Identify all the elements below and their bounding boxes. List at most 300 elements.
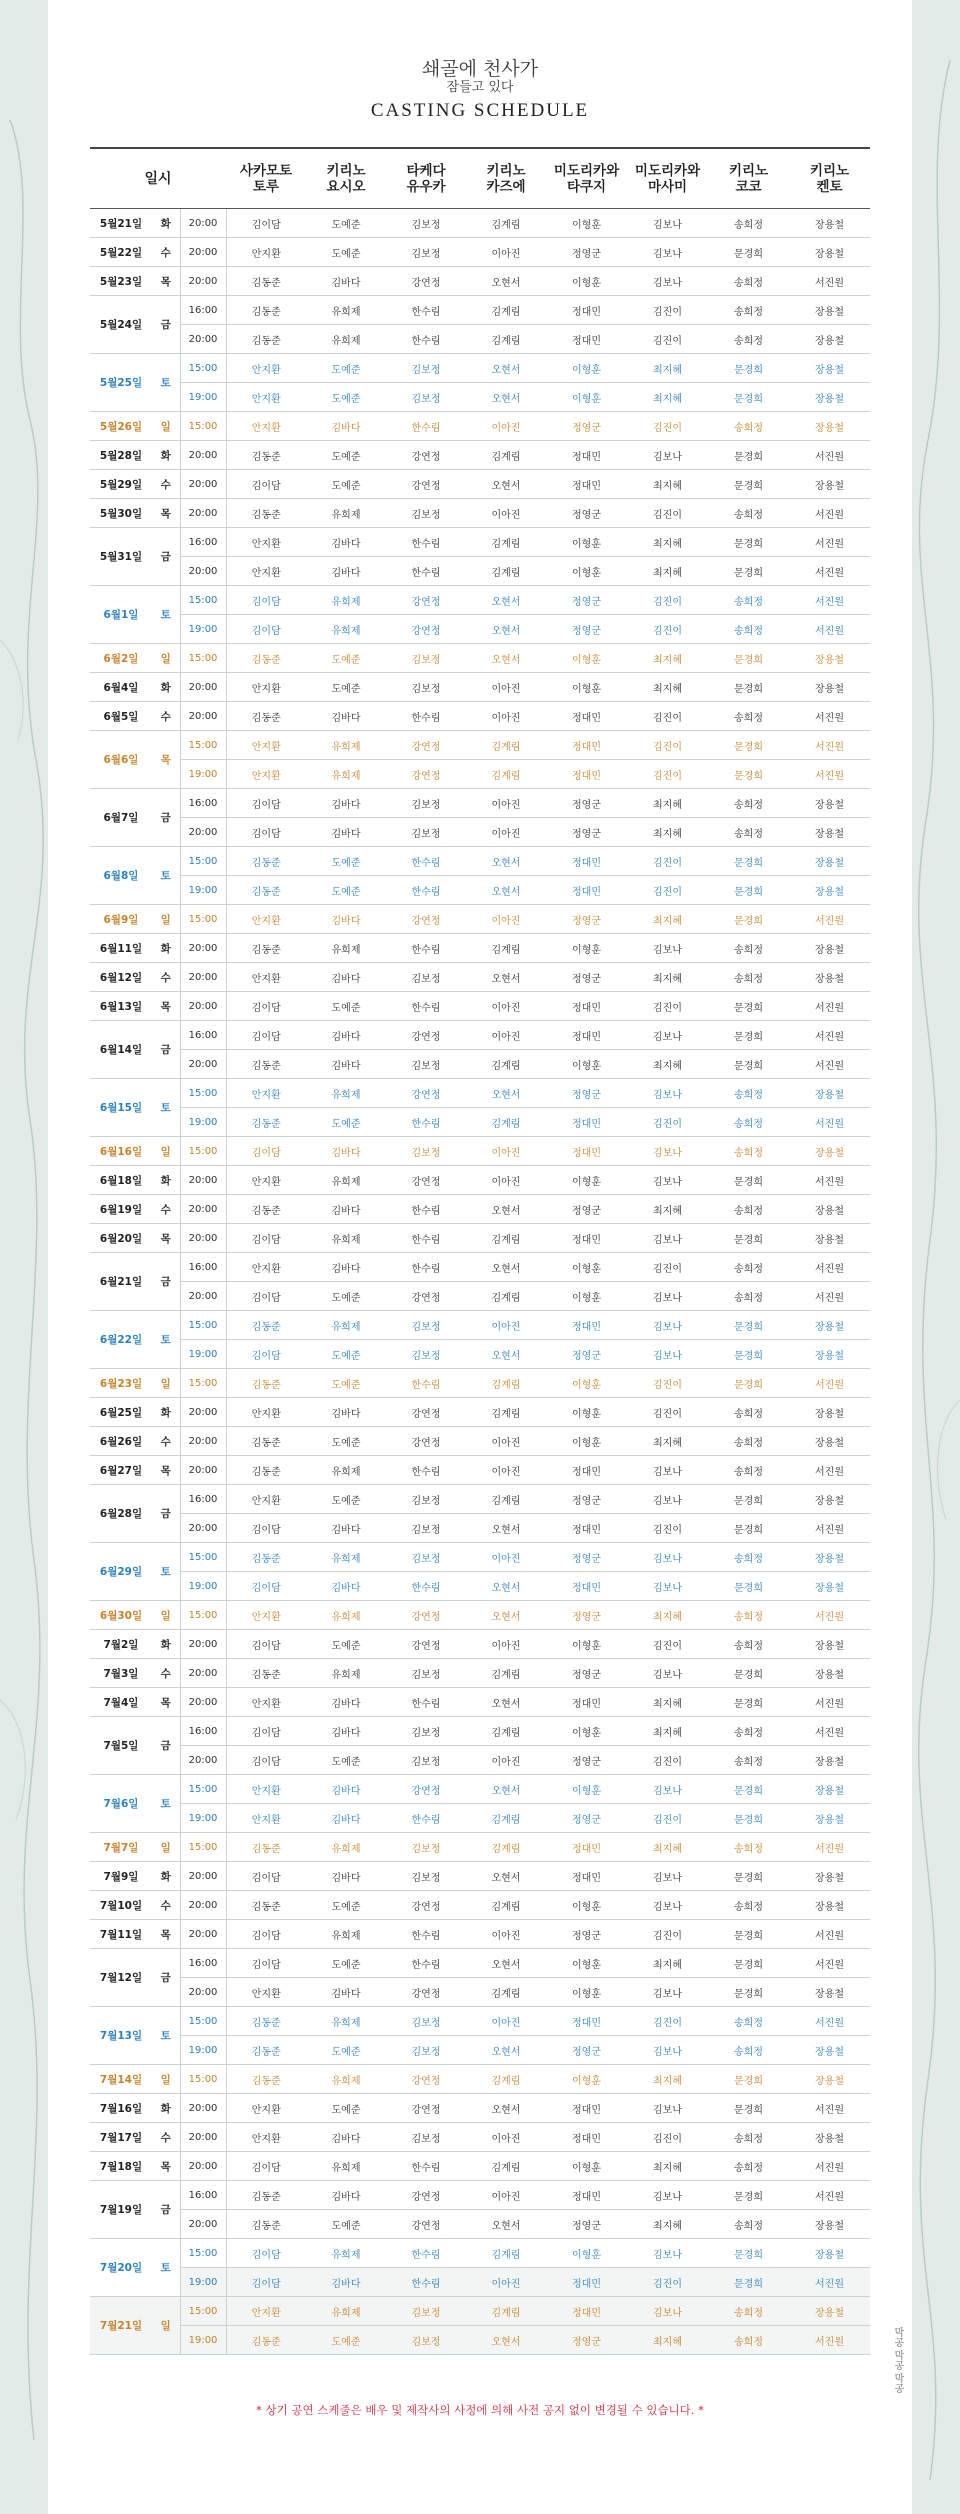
cast-actor: 유희제 (306, 296, 386, 325)
schedule-row (90, 1137, 870, 1166)
cast-actor: 이아진 (466, 1311, 546, 1340)
cast-actor: 장용철 (789, 1891, 870, 1920)
cast-actor: 한수림 (386, 992, 466, 1021)
cast-actor: 서진원 (789, 615, 870, 644)
cast-actor: 최지혜 (627, 470, 708, 499)
performance-date: 5월26일 (90, 412, 152, 441)
cast-actor: 송희정 (708, 2123, 789, 2152)
cast-actor: 최지혜 (627, 1427, 708, 1456)
cast-actor: 이아진 (466, 1920, 546, 1949)
cast-actor: 김보나 (627, 2036, 708, 2065)
show-time: 15:00 (180, 1601, 226, 1630)
cast-actor: 문경희 (708, 1021, 789, 1050)
casting-schedule-table (90, 147, 870, 2355)
show-time: 19:00 (180, 1108, 226, 1137)
schedule-row (90, 1775, 870, 1804)
show-time: 20:00 (180, 1862, 226, 1891)
schedule-row (90, 2239, 870, 2268)
cast-actor: 장용철 (789, 209, 870, 238)
performance-date: 6월28일 (90, 1485, 152, 1543)
performance-date: 6월7일 (90, 789, 152, 847)
show-time: 16:00 (180, 296, 226, 325)
cast-actor: 김이담 (226, 2152, 306, 2181)
cast-actor: 김보정 (386, 1543, 466, 1572)
cast-actor: 김보정 (386, 238, 466, 267)
cast-actor: 김이담 (226, 615, 306, 644)
cast-actor: 안지환 (226, 238, 306, 267)
cast-actor: 이아진 (466, 238, 546, 267)
day-of-week: 토 (152, 2007, 180, 2065)
cast-actor: 김진이 (627, 1920, 708, 1949)
day-of-week: 금 (152, 296, 180, 354)
cast-actor: 오현서 (466, 1079, 546, 1108)
cast-actor: 문경희 (708, 644, 789, 673)
cast-actor: 정영군 (546, 238, 627, 267)
performance-date: 6월15일 (90, 1079, 152, 1137)
show-time: 20:00 (180, 1195, 226, 1224)
cast-actor: 송희정 (708, 1717, 789, 1746)
cast-actor: 김바다 (306, 1572, 386, 1601)
cast-actor: 장용철 (789, 1543, 870, 1572)
cast-actor: 이아진 (466, 992, 546, 1021)
cast-actor: 정영군 (546, 818, 627, 847)
performance-date: 7월11일 (90, 1920, 152, 1949)
cast-actor: 김보정 (386, 1485, 466, 1514)
cast-actor: 한수림 (386, 847, 466, 876)
decorative-leaf-border-left (0, 0, 48, 2514)
performance-date: 6월27일 (90, 1456, 152, 1485)
show-time: 15:00 (180, 905, 226, 934)
cast-actor: 서진원 (789, 1050, 870, 1079)
cast-actor: 도예준 (306, 876, 386, 905)
schedule-row (90, 1659, 870, 1688)
cast-actor: 송희정 (708, 963, 789, 992)
cast-actor: 이아진 (466, 2181, 546, 2210)
show-time: 16:00 (180, 528, 226, 557)
cast-actor: 유희제 (306, 2007, 386, 2036)
cast-actor: 안지환 (226, 673, 306, 702)
schedule-row (90, 325, 870, 354)
cast-actor: 송희정 (708, 296, 789, 325)
day-of-week: 금 (152, 1485, 180, 1543)
cast-actor: 오현서 (466, 644, 546, 673)
cast-actor: 유희제 (306, 615, 386, 644)
show-time: 19:00 (180, 1340, 226, 1369)
show-time: 16:00 (180, 789, 226, 818)
show-time: 15:00 (180, 2239, 226, 2268)
day-of-week: 금 (152, 1717, 180, 1775)
schedule-row (90, 760, 870, 789)
cast-actor: 서진원 (789, 2181, 870, 2210)
cast-actor: 정대민 (546, 1456, 627, 1485)
day-of-week: 일 (152, 1601, 180, 1630)
cast-actor: 김계림 (466, 296, 546, 325)
cast-actor: 강연정 (386, 2181, 466, 2210)
cast-actor: 송희정 (708, 1108, 789, 1137)
performance-date: 6월6일 (90, 731, 152, 789)
cast-actor: 정영군 (546, 1195, 627, 1224)
cast-actor: 강연정 (386, 1282, 466, 1311)
cast-actor: 문경희 (708, 1224, 789, 1253)
cast-actor: 문경희 (708, 1572, 789, 1601)
cast-actor: 유희제 (306, 1833, 386, 1862)
cast-actor: 김동준 (226, 2065, 306, 2094)
cast-actor: 이형훈 (546, 1978, 627, 2007)
cast-actor: 김보정 (386, 499, 466, 528)
cast-actor: 오현서 (466, 354, 546, 383)
cast-actor: 김보나 (627, 1456, 708, 1485)
performance-date: 7월2일 (90, 1630, 152, 1659)
cast-actor: 정대민 (546, 2007, 627, 2036)
cast-actor: 유희제 (306, 1659, 386, 1688)
show-time: 16:00 (180, 2181, 226, 2210)
day-of-week: 토 (152, 586, 180, 644)
cast-actor: 한수림 (386, 1456, 466, 1485)
performance-date: 6월19일 (90, 1195, 152, 1224)
cast-actor: 도예준 (306, 847, 386, 876)
cast-actor: 도예준 (306, 209, 386, 238)
casting-schedule-heading: CASTING SCHEDULE (370, 100, 590, 121)
role-name-line: 토루 (252, 178, 280, 195)
cast-actor: 이형훈 (546, 267, 627, 296)
cast-actor: 김보정 (386, 1514, 466, 1543)
cast-actor: 정영군 (546, 1746, 627, 1775)
day-of-week: 일 (152, 1137, 180, 1166)
cast-actor: 송희정 (708, 1282, 789, 1311)
cast-actor: 오현서 (466, 267, 546, 296)
cast-actor: 서진원 (789, 760, 870, 789)
cast-actor: 최지혜 (627, 383, 708, 412)
show-time: 20:00 (180, 1456, 226, 1485)
role-name-line: 미도리카와 (634, 162, 701, 179)
day-of-week: 수 (152, 1427, 180, 1456)
cast-actor: 한수림 (386, 2239, 466, 2268)
cast-actor: 정대민 (546, 470, 627, 499)
cast-actor: 오현서 (466, 1340, 546, 1369)
schedule-row (90, 586, 870, 615)
cast-actor: 유희제 (306, 1079, 386, 1108)
cast-actor: 김이담 (226, 1630, 306, 1659)
cast-actor: 문경희 (708, 383, 789, 412)
cast-actor: 김보정 (386, 1746, 466, 1775)
role-name-line: 켄토 (816, 178, 843, 195)
cast-actor: 김보정 (386, 1311, 466, 1340)
cast-actor: 김진이 (627, 2268, 708, 2297)
cast-actor: 강연정 (386, 760, 466, 789)
cast-actor: 김동준 (226, 702, 306, 731)
schedule-sheet (48, 0, 912, 2514)
role-name-line: 코코 (735, 178, 762, 195)
show-time: 15:00 (180, 1543, 226, 1572)
cast-actor: 이형훈 (546, 557, 627, 586)
cast-actor: 도예준 (306, 441, 386, 470)
role-name-line: 키리노 (486, 162, 526, 179)
cast-actor: 이형훈 (546, 2065, 627, 2094)
performance-date: 5월24일 (90, 296, 152, 354)
cast-actor: 김동준 (226, 296, 306, 325)
cast-actor: 김보나 (627, 267, 708, 296)
cast-actor: 장용철 (789, 1427, 870, 1456)
schedule-row (90, 2065, 870, 2094)
schedule-row (90, 354, 870, 383)
cast-actor: 김이담 (226, 1717, 306, 1746)
cast-actor: 강연정 (386, 1427, 466, 1456)
show-time: 20:00 (180, 1920, 226, 1949)
cast-actor: 문경희 (708, 1688, 789, 1717)
cast-actor: 김이담 (226, 1862, 306, 1891)
cast-actor: 김계림 (466, 1369, 546, 1398)
cast-actor: 강연정 (386, 267, 466, 296)
cast-actor: 정대민 (546, 731, 627, 760)
cast-actor: 안지환 (226, 963, 306, 992)
role-name-line: 키리노 (728, 162, 769, 179)
cast-actor: 김진이 (627, 1398, 708, 1427)
performance-date: 6월9일 (90, 905, 152, 934)
cast-actor: 강연정 (386, 586, 466, 615)
cast-actor: 김진이 (627, 731, 708, 760)
cast-actor: 유희제 (306, 2152, 386, 2181)
role-name-line: 타쿠지 (566, 178, 607, 195)
cast-actor: 오현서 (466, 383, 546, 412)
schedule-row (90, 1427, 870, 1456)
cast-actor: 정대민 (546, 847, 627, 876)
schedule-row (90, 499, 870, 528)
cast-actor: 김바다 (306, 789, 386, 818)
day-of-week: 목 (152, 1920, 180, 1949)
cast-actor: 문경희 (708, 1804, 789, 1833)
cast-actor: 김보나 (627, 2297, 708, 2326)
show-time: 20:00 (180, 1630, 226, 1659)
performance-date: 6월29일 (90, 1543, 152, 1601)
day-of-week: 화 (152, 441, 180, 470)
cast-actor: 김보정 (386, 2123, 466, 2152)
cast-actor: 정대민 (546, 441, 627, 470)
schedule-row (90, 1166, 870, 1195)
show-time: 15:00 (180, 1311, 226, 1340)
day-of-week: 일 (152, 1833, 180, 1862)
schedule-row (90, 296, 870, 325)
cast-actor: 오현서 (466, 1862, 546, 1891)
cast-actor: 도예준 (306, 470, 386, 499)
cast-actor: 도예준 (306, 1427, 386, 1456)
cast-actor: 김진이 (627, 2123, 708, 2152)
cast-actor: 송희정 (708, 586, 789, 615)
cast-actor: 송희정 (708, 2210, 789, 2239)
show-time: 20:00 (180, 325, 226, 354)
cast-actor: 이형훈 (546, 2152, 627, 2181)
performance-date: 6월23일 (90, 1369, 152, 1398)
cast-actor: 김계림 (466, 557, 546, 586)
cast-actor: 김바다 (306, 1050, 386, 1079)
cast-actor: 한수림 (386, 1253, 466, 1282)
cast-actor: 김바다 (306, 1804, 386, 1833)
cast-actor: 장용철 (789, 1079, 870, 1108)
cast-actor: 김계림 (466, 934, 546, 963)
cast-actor: 정영군 (546, 499, 627, 528)
cast-actor: 이형훈 (546, 1949, 627, 1978)
cast-actor: 김동준 (226, 1543, 306, 1572)
cast-actor: 유희제 (306, 1456, 386, 1485)
cast-actor: 오현서 (466, 2210, 546, 2239)
cast-actor: 김진이 (627, 760, 708, 789)
show-time: 20:00 (180, 441, 226, 470)
show-time: 16:00 (180, 1021, 226, 1050)
cast-actor: 김동준 (226, 876, 306, 905)
day-of-week: 목 (152, 267, 180, 296)
cast-actor: 김진이 (627, 2007, 708, 2036)
cast-actor: 서진원 (789, 2326, 870, 2355)
cast-actor: 정영군 (546, 615, 627, 644)
cast-actor: 김동준 (226, 2181, 306, 2210)
cast-actor: 김이담 (226, 1340, 306, 1369)
show-time: 19:00 (180, 2268, 226, 2297)
cast-actor: 문경희 (708, 1949, 789, 1978)
cast-actor: 도예준 (306, 1949, 386, 1978)
day-of-week: 금 (152, 1949, 180, 2007)
cast-actor: 정영군 (546, 2326, 627, 2355)
cast-actor: 김계림 (466, 1050, 546, 1079)
cast-actor: 유희제 (306, 2065, 386, 2094)
show-time: 20:00 (180, 1398, 226, 1427)
cast-actor: 김진이 (627, 992, 708, 1021)
cast-actor: 이아진 (466, 1456, 546, 1485)
cast-actor: 김계림 (466, 2239, 546, 2268)
show-time: 16:00 (180, 1253, 226, 1282)
schedule-row (90, 1717, 870, 1746)
cast-actor: 문경희 (708, 1775, 789, 1804)
cast-actor: 서진원 (789, 2268, 870, 2297)
schedule-row (90, 1572, 870, 1601)
cast-actor: 송희정 (708, 2326, 789, 2355)
schedule-row (90, 702, 870, 731)
cast-actor: 도예준 (306, 1746, 386, 1775)
cast-actor: 안지환 (226, 1775, 306, 1804)
performance-date: 5월21일 (90, 209, 152, 238)
show-time: 20:00 (180, 1688, 226, 1717)
cast-actor: 김동준 (226, 1833, 306, 1862)
cast-actor: 김진이 (627, 412, 708, 441)
cast-actor: 정대민 (546, 1021, 627, 1050)
schedule-row (90, 615, 870, 644)
schedule-row (90, 1456, 870, 1485)
cast-actor: 정영군 (546, 2210, 627, 2239)
show-time: 15:00 (180, 1833, 226, 1862)
show-time: 20:00 (180, 992, 226, 1021)
schedule-row (90, 267, 870, 296)
cast-actor: 장용철 (789, 1398, 870, 1427)
cast-actor: 정영군 (546, 963, 627, 992)
cast-actor: 도예준 (306, 992, 386, 1021)
performance-date: 7월9일 (90, 1862, 152, 1891)
cast-actor: 김동준 (226, 1369, 306, 1398)
show-time: 20:00 (180, 673, 226, 702)
cast-actor: 김보정 (386, 1862, 466, 1891)
cast-actor: 정대민 (546, 1833, 627, 1862)
cast-actor: 한수림 (386, 1195, 466, 1224)
cast-actor: 정대민 (546, 992, 627, 1021)
cast-actor: 문경희 (708, 557, 789, 586)
cast-actor: 최지혜 (627, 2326, 708, 2355)
show-time: 16:00 (180, 1949, 226, 1978)
cast-actor: 김보나 (627, 209, 708, 238)
cast-actor: 안지환 (226, 1398, 306, 1427)
cast-actor: 김진이 (627, 1514, 708, 1543)
cast-actor: 이아진 (466, 905, 546, 934)
cast-actor: 한수림 (386, 325, 466, 354)
schedule-row (90, 789, 870, 818)
schedule-row (90, 2123, 870, 2152)
show-time: 20:00 (180, 2210, 226, 2239)
cast-actor: 김보정 (386, 209, 466, 238)
cast-actor: 강연정 (386, 1398, 466, 1427)
cast-actor: 서진원 (789, 1456, 870, 1485)
performance-date: 7월16일 (90, 2094, 152, 2123)
show-time: 19:00 (180, 383, 226, 412)
cast-actor: 이형훈 (546, 644, 627, 673)
cast-actor: 한수림 (386, 1688, 466, 1717)
cast-actor: 정영군 (546, 1601, 627, 1630)
day-of-week: 목 (152, 992, 180, 1021)
show-time: 15:00 (180, 1079, 226, 1108)
cast-actor: 김보나 (627, 1311, 708, 1340)
cast-actor: 이형훈 (546, 1775, 627, 1804)
cast-actor: 김바다 (306, 702, 386, 731)
cast-actor: 한수림 (386, 296, 466, 325)
performance-date: 6월5일 (90, 702, 152, 731)
cast-actor: 김동준 (226, 1195, 306, 1224)
schedule-row (90, 238, 870, 267)
cast-actor: 김동준 (226, 1659, 306, 1688)
cast-actor: 김바다 (306, 1195, 386, 1224)
cast-actor: 최지혜 (627, 2152, 708, 2181)
schedule-row (90, 1079, 870, 1108)
cast-actor: 문경희 (708, 847, 789, 876)
cast-actor: 한수림 (386, 1804, 466, 1833)
cast-actor: 김보정 (386, 1717, 466, 1746)
performance-date: 6월4일 (90, 673, 152, 702)
cast-actor: 정영군 (546, 1079, 627, 1108)
schedule-row (90, 1601, 870, 1630)
cast-actor: 정대민 (546, 1108, 627, 1137)
cast-actor: 김이담 (226, 1949, 306, 1978)
cast-actor: 문경희 (708, 2094, 789, 2123)
performance-date: 7월4일 (90, 1688, 152, 1717)
cast-actor: 김바다 (306, 1021, 386, 1050)
schedule-row (90, 2268, 870, 2297)
cast-actor: 서진원 (789, 267, 870, 296)
cast-actor: 김바다 (306, 1688, 386, 1717)
role-column-header (386, 148, 466, 209)
show-title-line2: 잠들고 있다 (446, 80, 514, 95)
cast-actor: 김바다 (306, 1978, 386, 2007)
cast-actor: 서진원 (789, 557, 870, 586)
performance-date: 7월10일 (90, 1891, 152, 1920)
role-column-header (226, 148, 306, 209)
cast-actor: 이형훈 (546, 1717, 627, 1746)
performance-date: 7월21일 (90, 2297, 152, 2355)
cast-actor: 김계림 (466, 2297, 546, 2326)
role-name-line: 유우카 (406, 178, 446, 195)
cast-actor: 이형훈 (546, 934, 627, 963)
cast-actor: 김바다 (306, 1137, 386, 1166)
day-of-week: 화 (152, 2094, 180, 2123)
cast-actor: 최지혜 (627, 644, 708, 673)
cast-actor: 이아진 (466, 1021, 546, 1050)
cast-actor: 김동준 (226, 325, 306, 354)
cast-actor: 김바다 (306, 2181, 386, 2210)
show-time: 19:00 (180, 2036, 226, 2065)
cast-actor: 안지환 (226, 354, 306, 383)
